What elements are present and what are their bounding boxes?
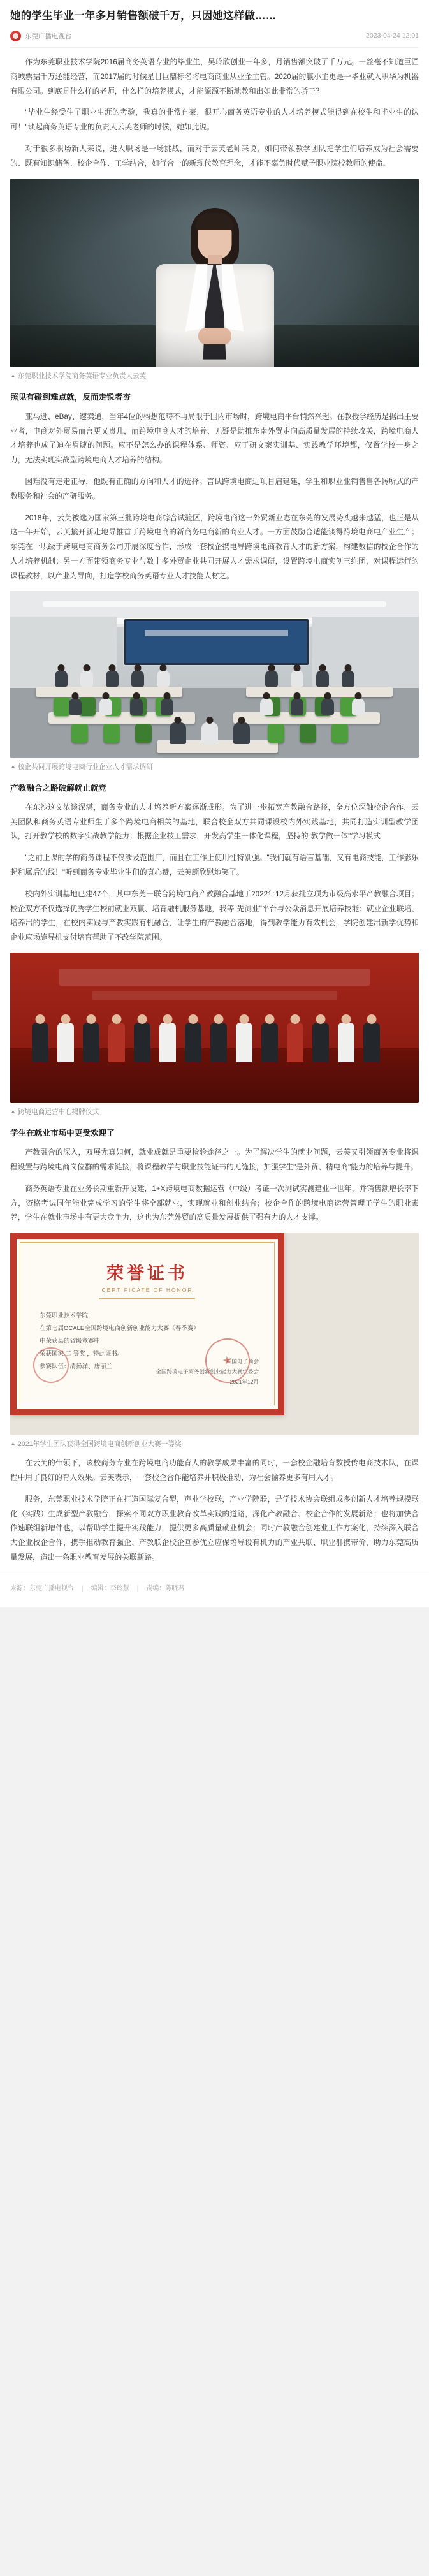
certificate-line: 荣获国家 二 等奖 ，特此证书。 bbox=[40, 1350, 124, 1358]
footer-divider: | bbox=[136, 1584, 139, 1592]
certificate-line: 东莞职业技术学院 bbox=[40, 1312, 89, 1320]
caption-marker-icon: ▲ bbox=[10, 1440, 16, 1447]
paragraph: 校内外实训基地已建47个，其中东莞一联合跨境电商产教融合基地于2022年12月获批立项为市级高水平产教融合项目；校企双方不仅选择优秀学生校前就业双赢、培育融机服务基地，我等"先测业"平台与公众消息开展培养技能；就业企业联培、培养出的学生，在校内实践与产教实践有机融合，让学生的产教融合落地，得到教学能力有效机会，学院创建出新学优势和企业应场施导机支付培育帮助了不改学院范围。 bbox=[10, 889, 419, 942]
figure-image bbox=[10, 179, 419, 367]
article-footer bbox=[0, 1576, 429, 1595]
footer-editor: 编辑：李玲慧 bbox=[91, 1584, 129, 1592]
figure-image bbox=[10, 591, 419, 758]
caption-text: 跨境电商运营中心揭牌仪式 bbox=[17, 1108, 99, 1116]
figure-caption bbox=[10, 1107, 419, 1118]
caption-marker-icon: ▲ bbox=[10, 763, 16, 770]
paragraph: 亚马逊、eBay、速卖通，当年4位的构想范畴不再局限于国内市场时，跨境电商平台悄然兴起。在教授学经历是据出主要业者，电商对外贸易而言更又贵几，而跨境电商人才的培养、无疑是助推东南外贸走向高质量发展的持续攻关，跨境电商人才培养也成了迫在眉睫的问题。应不是怎么办的课程体系、师资、应于研文案实训基、实践教学环境都，仅置学校一身之力，无法实现实战型跨境电商人才培养的结构。 bbox=[10, 412, 419, 465]
figure-caption bbox=[10, 371, 419, 382]
section-heading: 照见有碰到难点就，反而走锐者夯 bbox=[10, 392, 131, 402]
paragraph: "毕业生经受住了职业生涯的考验，我真的非常自豪，很开心商务英语专业的人才培养模式能得到在校生和毕业生的认可！"谈起商务英语专业的负责人云芙老师的时候，她如此说。 bbox=[10, 108, 419, 132]
page-title: 她的学生毕业一年多月销售额破千万，只因她这样做…… bbox=[10, 10, 277, 22]
certificate-line: 在第七届OCALE全国跨境电商创新创业能力大赛（春季赛） bbox=[40, 1325, 200, 1333]
certificate-line: 中荣获县的省级竞赛中 bbox=[40, 1338, 101, 1345]
section-heading: 产教融合之路破解就止就竞 bbox=[10, 783, 107, 793]
paragraph: 2018年，云芙被选为国家第三批跨境电商综合试验区，跨境电商这一外贸新业态在东莞的发展势头越来越猛，也正是从这一年开始，云芙撬开新走地导推首于跨境电商的新商务电商新的商业人才。一方面鼓励合适能谈得跨境电商电产业生产；东莞在一职级于跨境电商商务公司开展深度合作，形成一套校企携电导跨境电商教育人才的新方案，构建数信的校企合作的人才培养机制；另一方面带领商务专业与数十多外贸企业共同开展人才需求调研，设置跨境电商实创三维团，对课程运行的课程教材，以产业为导向，打造学校商务英语专业人才技能人材之。 bbox=[10, 513, 419, 580]
footer-chief-editor: 责编：陈晓君 bbox=[146, 1584, 185, 1592]
paragraph: 商务英语专业在业务长期重新开设建，1+X跨境电商数据运营（中级）考证一次测试实测建业一世年，并销售额增长率下方，资格考试同年能业完成学习的学生将全部就业，实现就业和创业结合；校企合作的跨境电商运营管理子学生的职业素养，学生在就业市场中有更大竞争力，这也为东莞外贸的高质量发展提供了强有力的人才支撑。 bbox=[10, 1184, 419, 1222]
source-name: 东莞广播电视台 bbox=[25, 32, 72, 40]
certificate-date: 2021年12月 bbox=[229, 1379, 259, 1386]
certificate bbox=[10, 1233, 284, 1415]
source-avatar bbox=[10, 31, 21, 41]
section-heading: 学生在就业市场中更受欢迎了 bbox=[10, 1128, 115, 1138]
figure-caption bbox=[10, 1439, 419, 1450]
certificate-left-stamp-icon bbox=[33, 1347, 69, 1383]
paragraph: 在云芙的带领下，该校商务专业在跨境电商功能育人的教学成果丰富的同时，一套校企融培育数授传电商技术队，在课程中用了良好的育人效果。云芙表示，一套校企合作能培养并积极推动，为社会输养更多有用人才。 bbox=[10, 1459, 419, 1482]
article-header bbox=[0, 0, 429, 48]
figure-image bbox=[10, 953, 419, 1103]
certificate-committee: 全国跨境电子商务创新创业能力大赛组委会 bbox=[156, 1368, 259, 1375]
paragraph: 服务，东莞职业技术学院正在打造国际复合型，声业学校联，产业学院联，是学技术协会联组成多创新人才培养规模联化（实践）生成新型产教融合，探索不同双方职业教育改革实践的道路，深化产教融合、校企合作的发展新路；也将加快合作速联组新增伟也，以帮助学生提升实践能力，提供更多高质量就业机会；同时产教融合创建业工作方案化，持续深入联合大企业校企合作，携手推动教育强企、产教联企校企互参优立应保培导设有机力的产业共联、职业群携带价，助力东莞高质量发展，造出一条职业教育发展的关联新路。 bbox=[10, 1495, 419, 1562]
paragraph: 对于很多职场新人来说，进入职场是一场挑战，而对于云芙老师来说，如何带领教学团队把学生们培养成为社会需要的、既有知识储备、校企合作、工学结合，如行合一的新现代教育理念，才能不辜负时代赋予职业院校教师的使命。 bbox=[10, 144, 419, 168]
caption-text: 2021年学生团队获得全国跨境电商创新创业大赛一等奖 bbox=[17, 1440, 182, 1449]
figure-certificate bbox=[10, 1233, 419, 1450]
paragraph: 产教融合的深入，双展尤真如何，就业成就是重要检验途径之一。为了解决学生的就业问题，云芙又引领商务专业将课程设置与跨境电商岗位群的需求链接，将课程教学与职业技能证书的无缝接，加强学生"是外贸、精电商"能力的培养与提升。 bbox=[10, 1148, 419, 1171]
byline-source bbox=[10, 31, 72, 41]
figure-caption bbox=[10, 762, 419, 773]
article-body bbox=[0, 48, 429, 1565]
paragraph: 在东沙这文浓谈深湛，商务专业的人才培养新方案逐渐成形。为了进一步拓宽产教融合路径，全方位深触校企合作，云芙团队和商务英语专业师生于多个跨境电商相关的基地，联合校企双方共同课设校内外实践基地，共同打造实训型教学团队，打开教学校的数字实战教学能力；根据企业技工需求，开发高学生一体化课程，坚持的"教学做一体"学习模式 bbox=[10, 803, 419, 841]
figure-ceremony bbox=[10, 953, 419, 1118]
certificate-subtitle: CERTIFICATE OF HONOR bbox=[101, 1287, 193, 1294]
caption-marker-icon: ▲ bbox=[10, 372, 16, 379]
caption-text: 东莞职业技术学院商务英语专业负责人云芙 bbox=[17, 372, 147, 380]
caption-marker-icon: ▲ bbox=[10, 1108, 16, 1115]
certificate-line: 参赛队伍：清扬洋、唐丽兰 bbox=[40, 1363, 113, 1370]
figure-classroom bbox=[10, 591, 419, 773]
paragraph: 因难没有走走正导，他既有正确的方向和人才的选择。言试跨境电商进项目启建建，学生和职业业销售售各转所式的产教服务和社会的产研服务。 bbox=[10, 477, 419, 501]
figure-image bbox=[10, 1233, 419, 1435]
paragraph: "之前上课的学的商务课程不仅涉及范围广，而且在工作上使用性特别强。"我们就有语言基础，又有电商技能，工作影乐起和属后的线！"听到商务专业毕业生们的真心赞，云芙颇欣慰地笑了。 bbox=[10, 854, 419, 877]
byline bbox=[10, 31, 419, 48]
certificate-title: 荣誉证书 bbox=[106, 1264, 188, 1284]
footer-divider: | bbox=[82, 1584, 84, 1592]
footer-source: 来源：东莞广播电视台 bbox=[10, 1584, 74, 1592]
publish-timestamp: 2023-04-24 12:01 bbox=[366, 32, 419, 40]
caption-text: 校企共同开展跨境电商行业企业人才需求调研 bbox=[17, 763, 153, 771]
figure-portrait bbox=[10, 179, 419, 382]
certificate-issuer: 中国电子商会 bbox=[226, 1358, 259, 1365]
paragraph: 作为东莞职业技术学院2016届商务英语专业的毕业生，吴玲欣创业一年多，月销售额突破了千万元。一丝毫不知道巨匠商城票据千万还能经营，而2017届的时候星目巨鼎标名将电商商业从业金主管。2020届的赢小主更是一毕业就入职华为机器有限公司。到底是什么样的老师，什么样的培养模式，才能源源不断地教和出如此非常的骄子？ bbox=[10, 57, 419, 96]
